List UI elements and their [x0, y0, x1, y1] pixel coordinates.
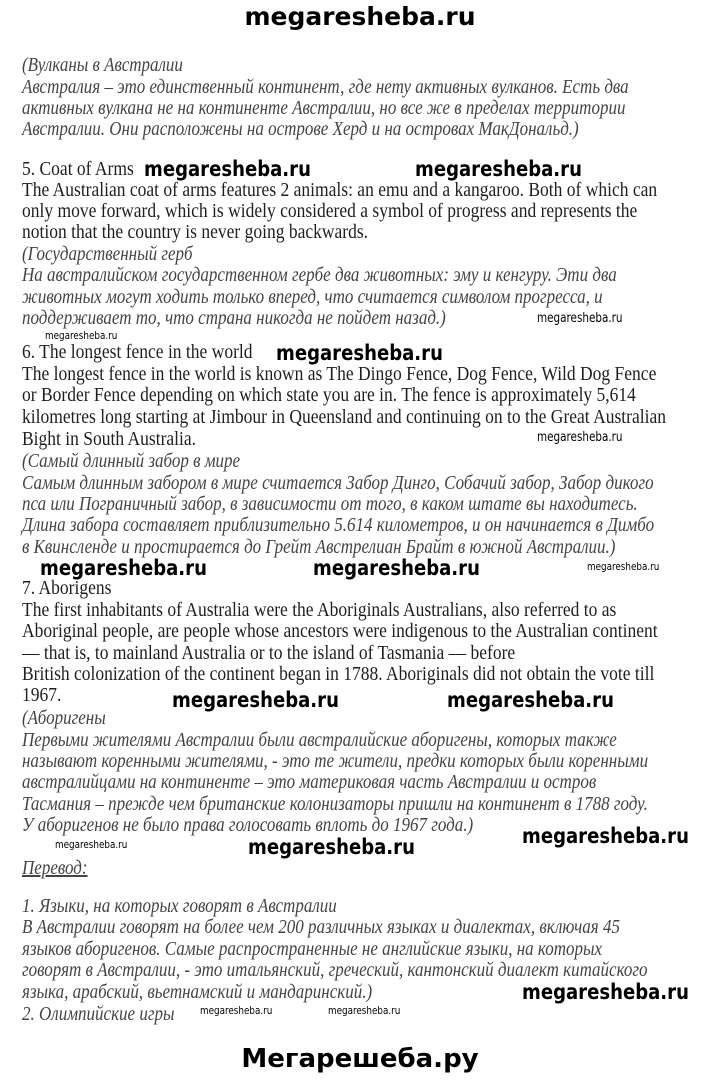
watermark: megaresheba.ru [447, 688, 614, 712]
section-heading-ru: 2. Олимпийские игры [22, 1003, 175, 1025]
paragraph-line-ru: языков аборигенов. Самые распространенные не английские языки, на которых [22, 938, 603, 960]
section-heading-ru: (Самый длинный забор в мире [22, 450, 241, 472]
paragraph-line-ru: активных вулкана не на континенте Австралии, но все же в пределах территории [22, 97, 626, 119]
section-heading-en: 6. The longest fence in the world [22, 341, 253, 363]
paragraph-line-ru: языка, арабский, вьетнамский и мандаринский.) [22, 981, 373, 1003]
translation-heading: Перевод: [22, 857, 88, 879]
section-heading-ru: 1. Языки, на которых говорят в Австралии [22, 895, 337, 917]
paragraph-line-en: Aboriginal people, are people whose ancestors were indigenous to the Australian continent [22, 620, 658, 642]
paragraph-line-ru: Австралии. Они расположены на острове Херд и на островах МакДональд.) [22, 118, 579, 140]
paragraph-line-en: The longest fence in the world is known as The Dingo Fence, Dog Fence, Wild Dog Fence [22, 363, 657, 385]
paragraph-line-ru: В Австралии говорят на более чем 200 различных языках и диалектах, включая 45 [22, 916, 620, 938]
watermark: megaresheba.ru [537, 430, 623, 445]
watermark: megaresheba.ru [537, 311, 623, 326]
paragraph-line-ru: Самым длинным забором в мире считается Забор Динго, Собачий забор, Забор дикого [22, 472, 654, 494]
paragraph-line-ru: Первыми жителями Австралии были австралийские аборигены, которых также [22, 729, 617, 751]
watermark: megaresheba.ru [200, 1004, 273, 1017]
paragraph-line-ru: Длина забора составляет приблизительно 5.614 километров, и он начинается в Димбо [22, 514, 655, 536]
paragraph-line-ru: Тасмания – прежде чем британские колонизаторы пришли на континент в 1788 году. [22, 793, 648, 815]
section-heading-en: 7. Aborigens [22, 577, 112, 599]
site-footer[interactable]: Мегарешеба.ру [241, 1044, 479, 1074]
paragraph-line-ru: называют коренными жителями, - это те жители, предки которых были коренными [22, 750, 649, 772]
section-heading-ru: (Аборигены [22, 707, 106, 729]
watermark: megaresheba.ru [55, 838, 128, 851]
watermark: megaresheba.ru [328, 1004, 401, 1017]
watermark: megaresheba.ru [522, 824, 689, 848]
section-heading-ru: (Государственный герб [22, 243, 193, 265]
watermark: megaresheba.ru [313, 556, 480, 580]
paragraph-line-en: 1967. [22, 684, 62, 706]
watermark: megaresheba.ru [248, 835, 415, 859]
watermark: megaresheba.ru [587, 560, 660, 573]
paragraph-line-ru: У аборигенов не было права голосовать вплоть до 1967 года.) [22, 814, 474, 836]
watermark: megaresheba.ru [172, 688, 339, 712]
watermark: megaresheba.ru [276, 341, 443, 365]
paragraph-line-ru: австралийцами на континенте – это материковая часть Австралии и остров [22, 771, 597, 793]
paragraph-line-ru: пса или Пограничный забор, в зависимости от того, в каком штате вы находитесь. [22, 493, 638, 515]
paragraph-line-ru: говорят в Австралии, - это итальянский, греческий, кантонский диалект китайского [22, 959, 648, 981]
paragraph-line-en: Bight in South Australia. [22, 428, 197, 450]
paragraph-line-ru: в Квинсленде и простирается до Грейт Австрелиан Брайт в южной Австралии.) [22, 536, 616, 558]
paragraph-line-en: only move forward, which is widely considered a symbol of progress and represents the [22, 200, 638, 222]
paragraph-line-ru: животных могут ходить только вперед, что считается символом прогресса, и [22, 286, 603, 308]
watermark: megaresheba.ru [40, 556, 207, 580]
paragraph-line-ru: Австралия – это единственный континент, где нету активных вулканов. Есть два [22, 76, 629, 98]
paragraph-line-en: kilometres long starting at Jimbour in Queensland and continuing on to the Great Australian [22, 406, 666, 428]
site-header[interactable]: megaresheba.ru [244, 2, 476, 31]
watermark: megaresheba.ru [45, 329, 118, 342]
section-heading-en: 5. Coat of Arms [22, 158, 134, 180]
paragraph-line-en: The first inhabitants of Australia were the Aboriginals Australians, also referred to as [22, 599, 617, 621]
watermark: megaresheba.ru [522, 980, 689, 1004]
paragraph-line-en: — that is, to mainland Australia or to the island of Tasmania — before [22, 642, 516, 664]
paragraph-line-en: British colonization of the continent began in 1788. Aboriginals did not obtain the vote till [22, 663, 655, 685]
paragraph-line-ru: поддерживает то, что страна никогда не пойдет назад.) [22, 307, 446, 329]
paragraph-line-en: notion that the country is never going backwards. [22, 221, 369, 243]
paragraph-line-en: or Border Fence depending on which state you are in. The fence is approximately 5,614 [22, 384, 636, 406]
paragraph-line-en: The Australian coat of arms features 2 animals: an emu and a kangaroo. Both of which can [22, 179, 658, 201]
watermark: megaresheba.ru [415, 157, 582, 181]
paragraph-line-ru: На австралийском государственном гербе два животных: эму и кенгуру. Эти два [22, 264, 617, 286]
section-heading-ru: (Вулканы в Австралии [22, 54, 183, 76]
watermark: megaresheba.ru [144, 157, 311, 181]
